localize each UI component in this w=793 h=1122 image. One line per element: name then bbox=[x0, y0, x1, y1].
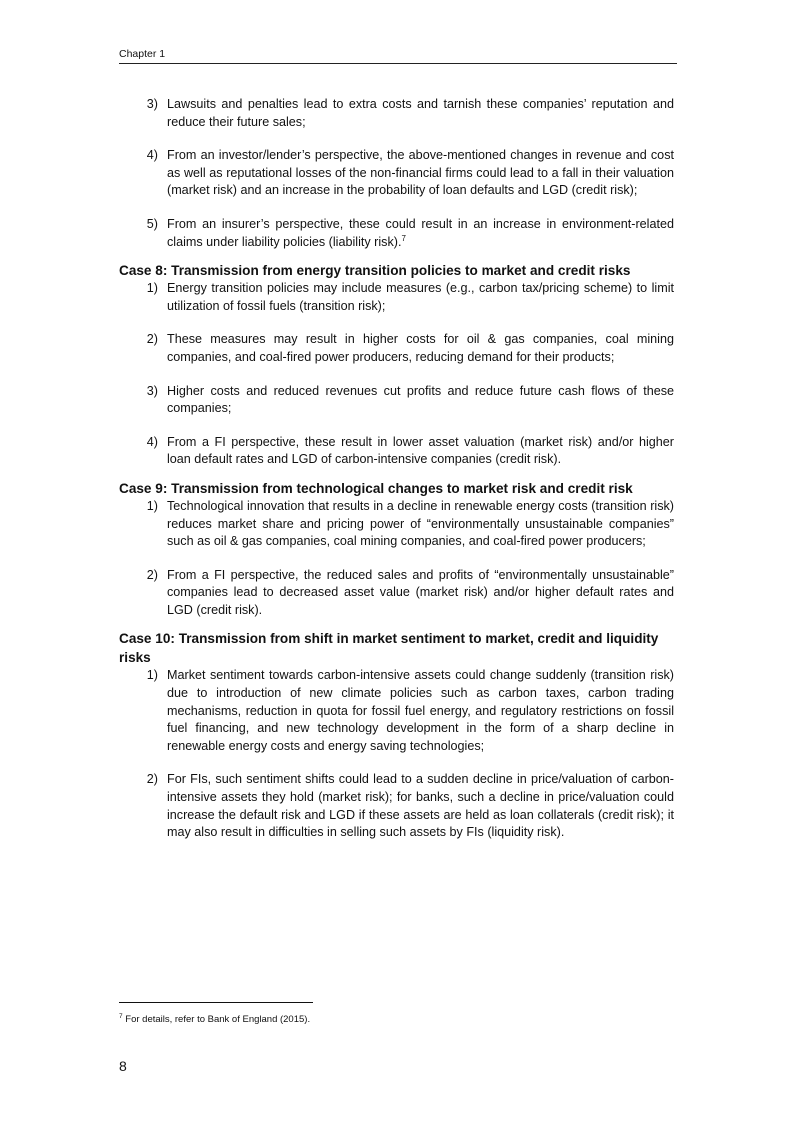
list-item bbox=[119, 331, 674, 366]
footnote-divider bbox=[119, 1002, 313, 1003]
list-item bbox=[119, 280, 674, 315]
item-text: These measures may result in higher costs for oil & gas companies, coal mining companies, and coal-fired power producers, reducing demand for their products; bbox=[167, 332, 674, 364]
item-text: Technological innovation that results in a decline in renewable energy costs (transition risk) reduces market share and pricing power of “environmentally unsustainable companies” such as oil & gas companies, coal mining companies, and coal-fired power producers; bbox=[167, 498, 674, 549]
item-text: Higher costs and reduced revenues cut profits and reduce future cash flows of these companies; bbox=[167, 383, 674, 416]
item-text: From an insurer’s perspective, these could result in an increase in environment-related claims under liability policies (liability risk). bbox=[167, 216, 674, 249]
footnote-reference[interactable]: 7 bbox=[401, 233, 406, 243]
item-number: 3) bbox=[146, 383, 158, 398]
intro-list bbox=[119, 96, 674, 251]
item-text: From a FI perspective, these result in lower asset valuation (market risk) and/or higher loan default rates and LGD of carbon-intensive companies (credit risk). bbox=[167, 434, 674, 467]
item-number: 1) bbox=[146, 668, 158, 683]
case-10-heading: Case 10: Transmission from shift in market sentiment to market, credit and liquidity risks bbox=[119, 631, 659, 666]
footnote-text: For details, refer to Bank of England (2015). bbox=[125, 1014, 311, 1025]
item-text: Energy transition policies may include measures (e.g., carbon tax/pricing scheme) to limit utilization of fossil fuels (transition risk); bbox=[167, 281, 674, 313]
case-10-section bbox=[119, 629, 674, 841]
item-text-wrapper bbox=[167, 216, 674, 251]
list-item bbox=[119, 96, 674, 131]
chapter-header: Chapter 1 bbox=[119, 48, 677, 64]
item-text: Market sentiment towards carbon-intensive assets could change suddenly (transition risk) due to introduction of new climate policies such as carbon taxes, carbon trading mechanisms, reduction in quota for fossil fuel energy, and regulatory restrictions on fossil fuel financing, and new technology development in the form of a sharp decline in renewable energy costs and energy saving technologies; bbox=[167, 668, 674, 753]
item-number: 2) bbox=[146, 772, 158, 787]
footnote-mark: 7 bbox=[119, 1012, 123, 1020]
item-number: 5) bbox=[146, 216, 158, 231]
item-text: From an investor/lender’s perspective, the above-mentioned changes in revenue and cost as well as reputational losses of the non-financial firms could lead to a fall in their valuation (market risk) and an increase in the probability of loan defaults and LGD (credit risk); bbox=[167, 148, 674, 198]
item-number: 2) bbox=[146, 332, 158, 347]
item-number: 1) bbox=[146, 498, 158, 513]
item-number: 4) bbox=[146, 148, 158, 163]
item-number: 4) bbox=[146, 434, 158, 449]
item-number: 2) bbox=[146, 567, 158, 582]
item-text: Lawsuits and penalties lead to extra costs and tarnish these companies’ reputation and reduce their future sales; bbox=[167, 97, 674, 129]
list-item bbox=[119, 498, 674, 551]
item-text: For FIs, such sentiment shifts could lead to a sudden decline in price/valuation of carbon-intensive assets they hold (market risk); for banks, such a decline in price/valuation could increase the default risk and LGD if these assets are held as loan collaterals (credit risk); it may also result in difficulties in selling such assets by FIs (liquidity risk). bbox=[167, 772, 674, 840]
case-9-heading: Case 9: Transmission from technological changes to market risk and credit risk bbox=[119, 480, 633, 496]
list-item bbox=[119, 216, 674, 251]
list-item bbox=[119, 771, 674, 841]
item-number: 1) bbox=[146, 281, 158, 296]
list-item bbox=[119, 147, 674, 200]
item-text: From a FI perspective, the reduced sales and profits of “environmentally unsustainable” companies lead to decreased asset value (market risk) and/or higher default rates and LGD (credit risk). bbox=[167, 567, 674, 617]
list-item bbox=[119, 383, 674, 418]
case-9-section bbox=[119, 479, 674, 620]
list-item bbox=[119, 434, 674, 469]
page-number: 8 bbox=[119, 1058, 127, 1074]
page-content bbox=[119, 96, 674, 854]
list-item bbox=[119, 667, 674, 755]
case-8-heading: Case 8: Transmission from energy transition policies to market and credit risks bbox=[119, 263, 631, 279]
list-item bbox=[119, 567, 674, 620]
item-number: 3) bbox=[146, 97, 158, 111]
footnote bbox=[119, 1014, 310, 1026]
case-8-section bbox=[119, 261, 674, 469]
